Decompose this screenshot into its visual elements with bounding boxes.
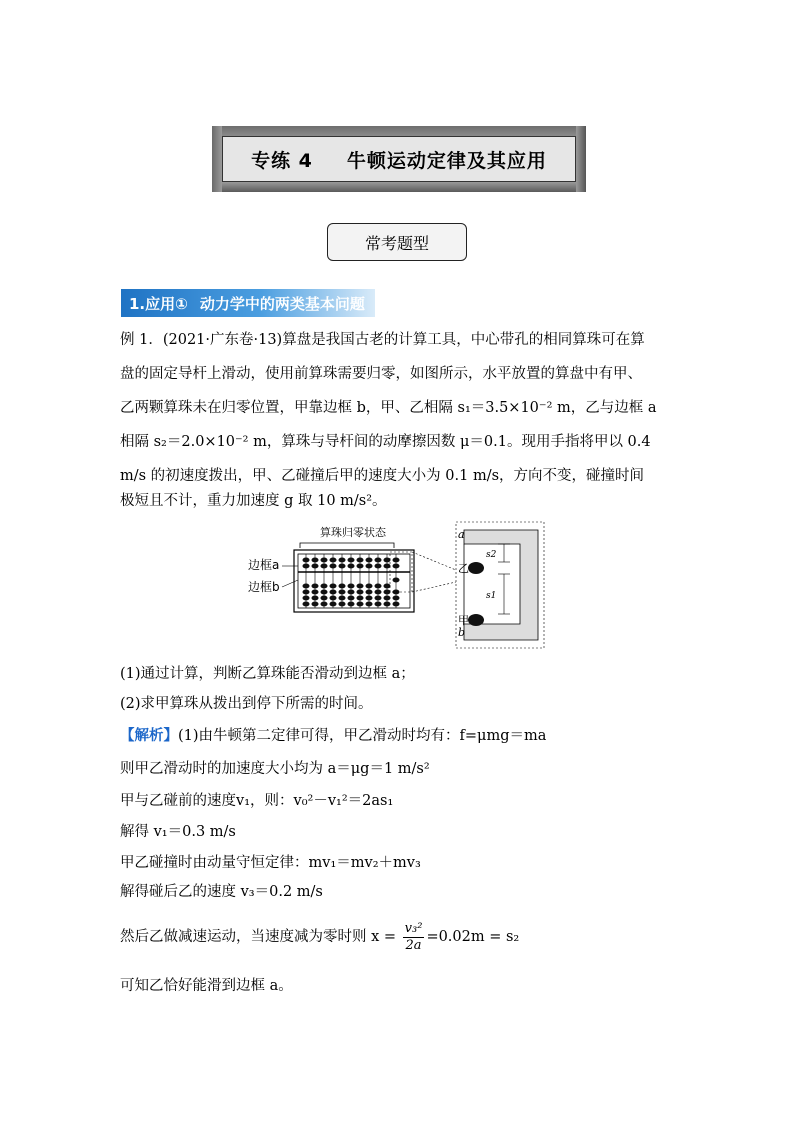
solution-line: 解得碰后乙的速度 v₃＝0.2 m/s: [120, 884, 323, 900]
solution-tag: 【解析】: [120, 727, 178, 744]
section-label: 常考题型: [327, 223, 467, 261]
dimension-s2: [498, 544, 510, 562]
title-banner: [212, 126, 586, 192]
s1-label: s1: [486, 591, 497, 601]
solution-line: 可知乙恰好能滑到边框 a。: [120, 978, 293, 994]
zoom-line: [412, 552, 456, 570]
detail-label-b: b: [458, 626, 466, 639]
fraction-denominator: 2a: [405, 937, 422, 953]
zoom-line: [412, 582, 456, 592]
question-1: (1)通过计算，判断乙算珠能否滑动到边框 a；: [120, 666, 415, 682]
problem-line: 盘的固定导杆上滑动，使用前算珠需要归零，如图所示，水平放置的算盘中有甲、: [120, 366, 642, 382]
fraction: [403, 921, 425, 954]
banner-bevel: [212, 182, 586, 192]
problem-line: m/s 的初速度拨出，甲、乙碰撞后甲的速度大小为 0.1 m/s，方向不变，碰撞时间: [120, 468, 645, 484]
question-2: (2)求甲算珠从拨出到停下所需的时间。: [120, 696, 373, 712]
s2-label: s2: [486, 550, 497, 560]
banner-bevel: [576, 126, 586, 192]
problem-line: 相隔 s₂＝2.0×10⁻² m，算珠与导杆间的动摩擦因数 μ＝0.1。现用手指将甲以 0.4: [120, 434, 651, 450]
solution-line: 甲乙碰撞时由动量守恒定律：mv₁＝mv₂＋mv₃: [120, 855, 421, 871]
problem-line: 例 1．(2021·广东卷·13)算盘是我国古老的计算工具，中心带孔的相同算珠可在算: [120, 332, 645, 348]
solution-line-1: [120, 726, 680, 746]
problem-line: 乙两颗算珠未在归零位置，甲靠边框 b，甲、乙相隔 s₁＝3.5×10⁻² m，乙与边框 a: [120, 400, 657, 416]
topic-number: 1.应用①: [129, 294, 188, 313]
bead-yi: [468, 562, 484, 574]
fraction-prefix: 然后乙做减速运动，当速度减为零时则 x =: [120, 929, 401, 945]
fraction-numerator: v₃²: [404, 920, 423, 936]
banner-bevel: [212, 126, 586, 136]
banner-number: 专练 4: [251, 149, 313, 172]
solution-text: (1)由牛顿第二定律可得，甲乙滑动时均有：f=μmg＝ma: [178, 728, 547, 744]
solution-line: 甲与乙碰前的速度v₁，则：v₀²－v₁²＝2as₁: [120, 793, 394, 809]
banner-bevel: [212, 126, 222, 192]
solution-line-fraction: [120, 920, 680, 954]
figure-caption: 算珠归零状态: [320, 526, 386, 539]
bead-yi-label: 乙: [458, 562, 469, 575]
label-frame-b: 边框b: [248, 580, 280, 594]
abacus-figure: [248, 520, 548, 650]
bead-jia: [468, 614, 484, 626]
solution-line: 解得 v₁＝0.3 m/s: [120, 824, 236, 840]
solution-line: 则甲乙滑动时的加速度大小均为 a＝μg＝1 m/s²: [120, 761, 430, 777]
caption-brace: [300, 543, 394, 548]
dimension-s1: [498, 574, 510, 614]
detail-label-a: a: [458, 528, 465, 541]
topic-heading: [121, 289, 375, 317]
banner-face: [222, 136, 576, 182]
bead-jia-label: 甲: [458, 614, 469, 627]
label-frame-a: 边框a: [248, 558, 280, 572]
problem-line: 极短且不计，重力加速度 g 取 10 m/s²。: [120, 493, 387, 509]
banner-title: 牛顿运动定律及其应用: [346, 149, 547, 172]
topic-text: 动力学中的两类基本问题: [199, 294, 365, 313]
fraction-suffix: =0.02m = s₂: [426, 929, 520, 945]
